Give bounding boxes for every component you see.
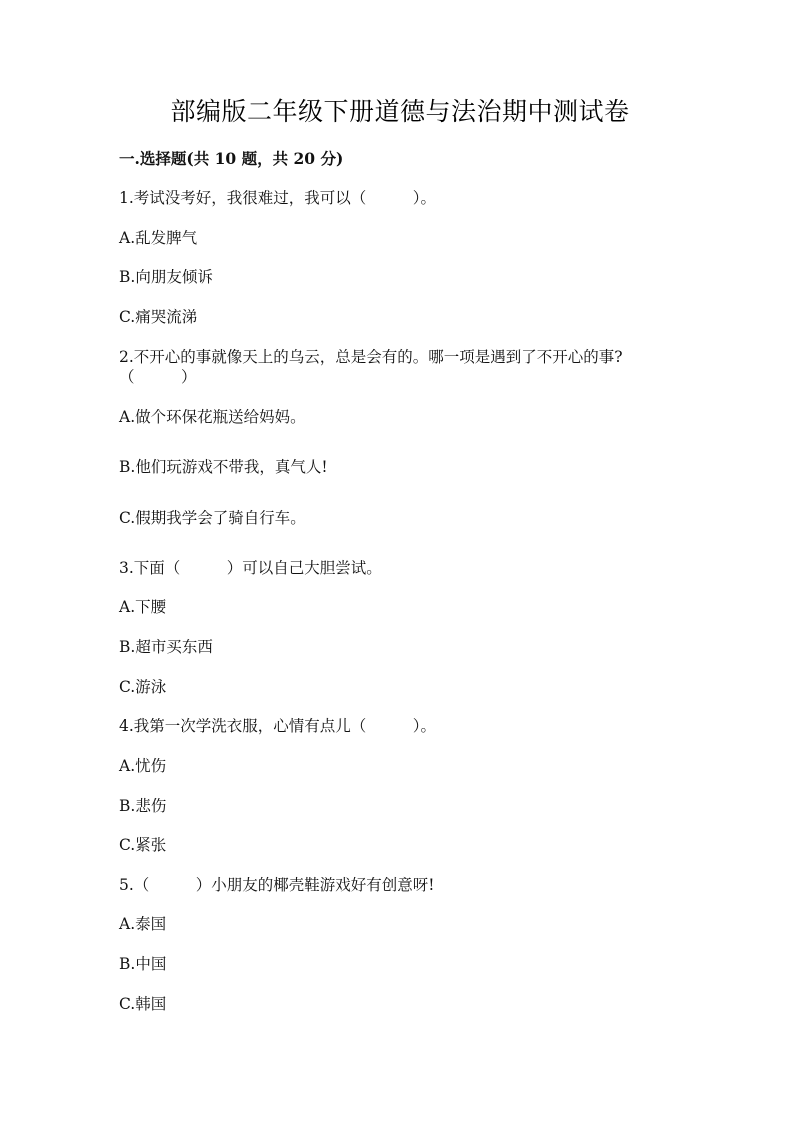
question-2-stem-continuation: （ ） <box>119 368 197 386</box>
question-5-option-b: B.中国 <box>119 955 167 973</box>
section-heading: 一.选择题(共 10 题，共 20 分) <box>119 149 344 168</box>
question-1-option-a: A.乱发脾气 <box>119 229 198 247</box>
question-1-option-c: C.痛哭流涕 <box>119 308 198 326</box>
question-2-option-a: A.做个环保花瓶送给妈妈。 <box>119 408 306 426</box>
question-1-option-b: B.向朋友倾诉 <box>119 268 213 286</box>
question-4-option-c: C.紧张 <box>119 836 167 854</box>
question-3-option-a: A.下腰 <box>119 598 167 616</box>
question-2-option-c: C.假期我学会了骑自行车。 <box>119 509 306 527</box>
question-3-stem: 3.下面（ ）可以自己大胆尝试。 <box>119 559 382 577</box>
question-5-option-c: C.韩国 <box>119 995 167 1013</box>
question-5-option-a: A.泰国 <box>119 915 167 933</box>
question-2-stem: 2.不开心的事就像天上的乌云，总是会有的。哪一项是遇到了不开心的事? <box>119 348 623 366</box>
question-4-stem: 4.我第一次学洗衣服，心情有点儿（ ）。 <box>119 717 437 735</box>
question-4-option-a: A.忧伤 <box>119 757 167 775</box>
question-2-option-b: B.他们玩游戏不带我，真气人! <box>119 458 328 476</box>
question-3-option-b: B.超市买东西 <box>119 638 213 656</box>
question-1-stem: 1.考试没考好，我很难过，我可以（ ）。 <box>119 189 437 207</box>
question-5-stem: 5.（ ）小朋友的椰壳鞋游戏好有创意呀! <box>119 876 435 894</box>
question-3-option-c: C.游泳 <box>119 678 167 696</box>
question-4-option-b: B.悲伤 <box>119 797 167 815</box>
page-title: 部编版二年级下册道德与法治期中测试卷 <box>170 97 630 126</box>
